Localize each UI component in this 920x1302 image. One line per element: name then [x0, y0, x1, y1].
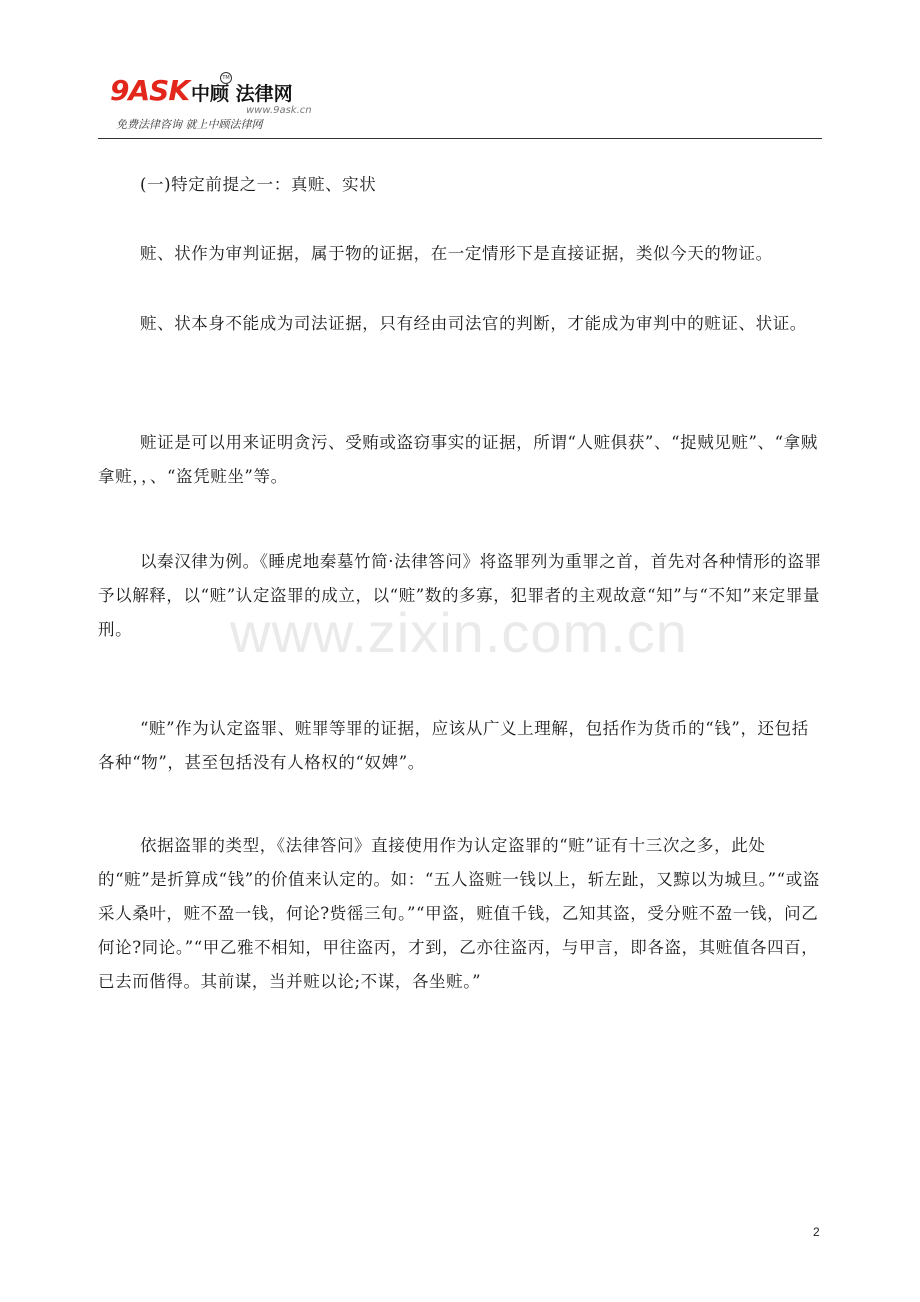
header-divider	[98, 138, 822, 139]
body-paragraph: 赃证是可以用来证明贪污、受贿或盗窃事实的证据，所谓“人赃俱获”、“捉贼见赃”、“拿贼拿赃，，、“盗凭赃坐”等。	[98, 433, 818, 486]
body-paragraph: “赃”作为认定盗罪、赃罪等罪的证据，应该从广义上理解，包括作为货币的“钱”，还包括各种“物”，甚至包括没有人格权的“奴婢”。	[98, 719, 809, 772]
header-slogan: 免费法律咨询 就上中顾法律网	[116, 118, 263, 131]
page-number: 2	[813, 1225, 820, 1239]
body-paragraph: 依据盗罪的类型，《法律答问》直接使用作为认定盗罪的“赃”证有十三次之多，此处的“赃”是折算成“钱”的价值来认定的。如：“五人盗赃一钱以上，斩左趾，又黥以为城旦。”“或盗采人桑叶，赃不盈一钱，何论?赀徭三旬。”“甲盗，赃值千钱，乙知其盗，受分赃不盈一钱，问乙何论?同论。”“甲乙雅不相知，甲往盗丙，才到，乙亦往盗丙，与甲言，即各盗，其赃值各四百，已去而偕得。其前谋，当并赃以论;不谋，各坐赃。”	[98, 836, 820, 991]
watermark: www.zixin.com.cn	[230, 601, 688, 664]
page-header	[98, 66, 822, 138]
trademark-icon: TM	[220, 72, 232, 84]
logo-url: www.9ask.cn	[246, 105, 312, 116]
body-paragraph: 以秦汉律为例。《睡虎地秦墓竹简·法律答问》将盗罪列为重罪之首，首先对各种情形的盗罪予以解释，以“赃”认定盗罪的成立，以“赃”数的多寡，犯罪者的主观故意“知”与“不知”来定罪量刑。	[98, 552, 822, 639]
body-paragraph: 赃、状本身不能成为司法证据，只有经由司法官的判断，才能成为审判中的赃证、状证。	[140, 314, 807, 333]
section-heading: (一)特定前提之一：真赃、实状	[140, 175, 377, 194]
logo-brand-text: 9ASK	[110, 74, 190, 107]
body-paragraph: 赃、状作为审判证据，属于物的证据，在一定情形下是直接证据，类似今天的物证。	[140, 244, 773, 263]
logo-chinese-text: 中顾 法律网	[191, 83, 293, 105]
